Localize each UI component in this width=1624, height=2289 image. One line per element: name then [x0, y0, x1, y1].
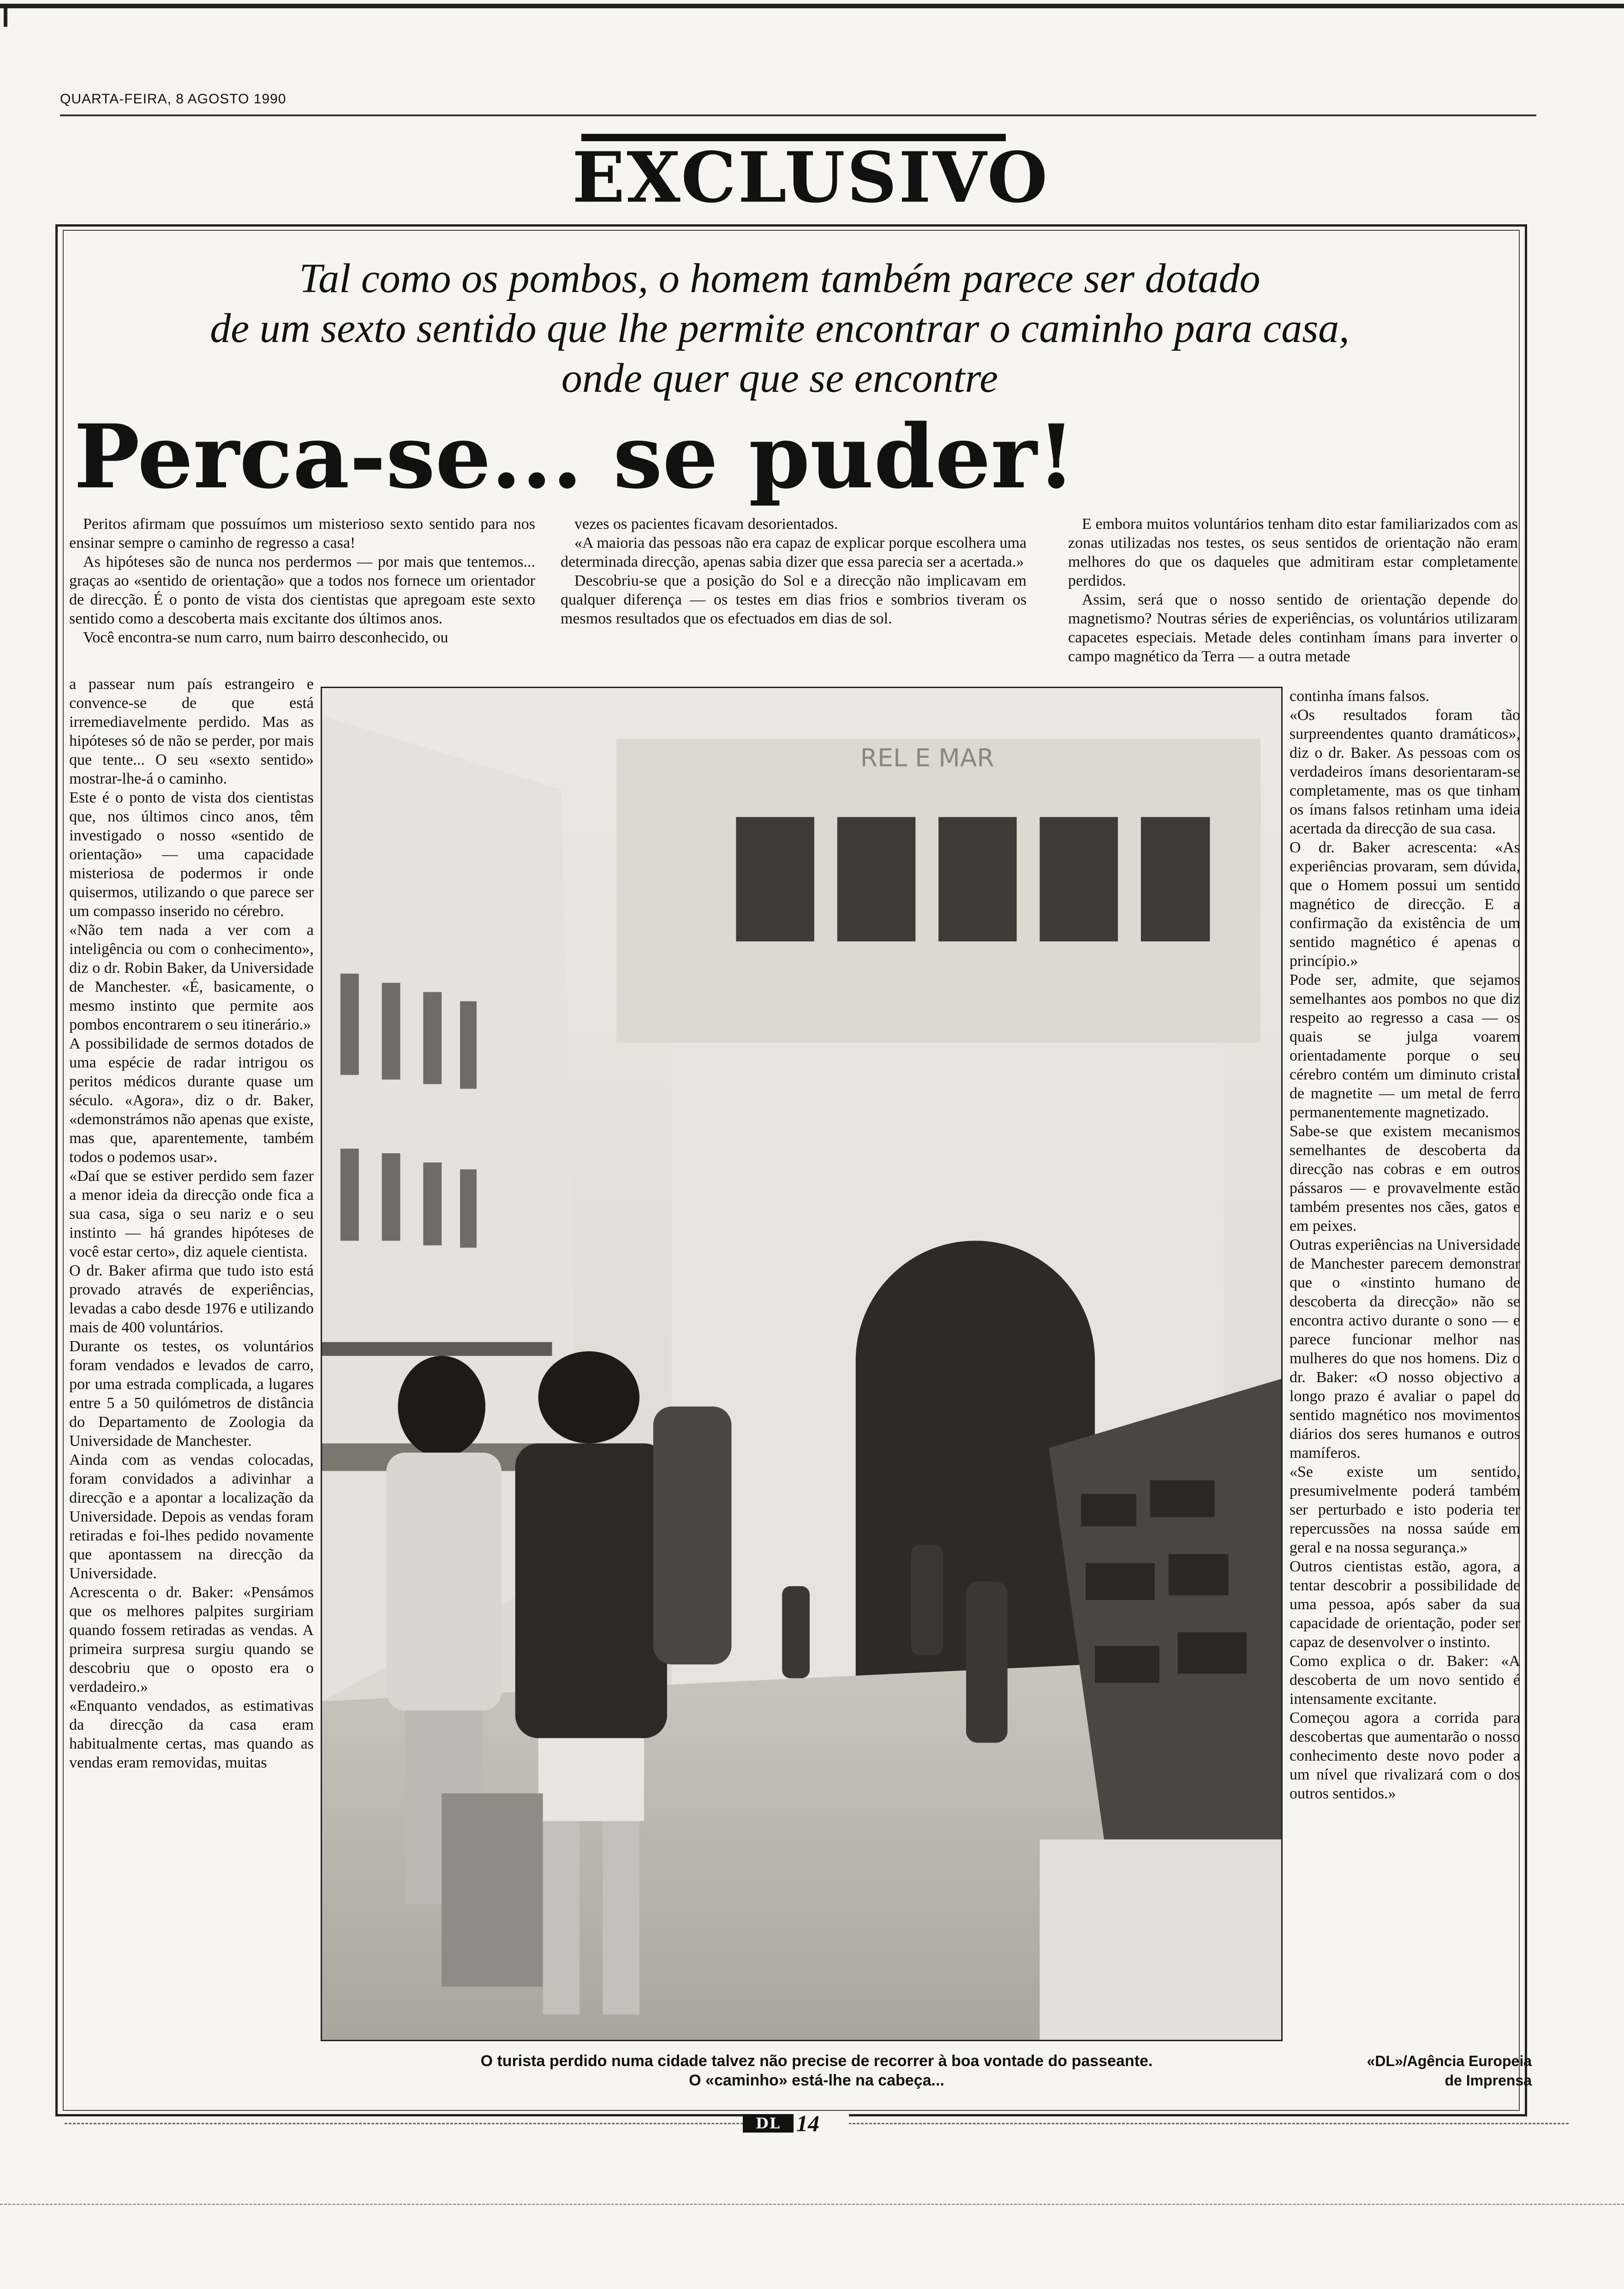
dateline: QUARTA-FEIRA, 8 AGOSTO 1990 [60, 91, 287, 107]
paragraph: Ainda com as vendas colocadas, foram convidados a adivinhar a direcção e a apontar a localização da Universidade. Depois as vendas foram retiradas e foi-lhes pedido novamente que apontassem na direcção da Universidade. [69, 1451, 314, 1582]
paragraph: O dr. Baker acrescenta: «As experiências provaram, sem dúvida, que o Homem possui um sentido magnético de direcção. E a confirmação da existência de um sentido magnético é apenas o princípio.» [1290, 839, 1520, 970]
column-a [69, 515, 535, 647]
paragraph: «Enquanto vendados, as estimativas da direcção da casa eram habitualmente certas, mas quando as vendas eram removidas, muitas [69, 1697, 314, 1771]
paragraph: «Os resultados foram tão surpreendentes quanto dramáticos», diz o dr. Baker. As pessoas com os verdadeiros ímans desorientaram-se completamente, mas os que tinham os ímans falsos retinham uma ideia acertada da direcção de sua casa. [1290, 707, 1520, 837]
street-photo-illustration [322, 688, 1281, 2040]
header-rule [60, 114, 1536, 116]
street-photo [321, 687, 1283, 2041]
paragraph: «A maioria das pessoas não era capaz de explicar porque escolhera uma determinada direcção, apenas sabia dizer que essa parecia ser a acertada.» [561, 534, 1027, 570]
top-border-rule [0, 4, 1624, 8]
top-corner-mark [4, 8, 7, 27]
paragraph: Pode ser, admite, que sejamos semelhantes aos pombos no que diz respeito ao regresso a casa — os quais se julga voarem orientadamente porque o seu cérebro contém um diminuto cristal de magnetite — um metal de ferro permanentemente magnetizado. [1290, 971, 1520, 1121]
publication-logo: DL [743, 2114, 794, 2133]
paragraph: Outros cientistas estão, agora, a tentar descobrir a possibilidade de uma pessoa, após saber da sua capacidade de orientação, poder ser capaz de desenvolver o instinto. [1290, 1558, 1520, 1651]
page-number: 14 [796, 2110, 819, 2136]
paragraph: E embora muitos voluntários tenham dito estar familiarizados com as zonas utilizadas nos testes, os seus sentidos de orientação não eram melhores do que os daqueles que admitiram estar completamente perdidos. [1068, 515, 1518, 589]
kicker-line: Tal como os pombos, o homem também parece ser dotado [299, 256, 1260, 301]
balcony-rail [322, 1342, 552, 1356]
paragraph: Acrescenta o dr. Baker: «Pensámos que os melhores palpites surgiriam quando fossem retiradas as vendas. A primeira surpresa surgiu quando se descobriu que o oposto era o verdadeiro.» [69, 1584, 314, 1696]
column-b [561, 515, 1027, 628]
paragraph: Como explica o dr. Baker: «A descoberta de um novo sentido é intensamente excitante. [1290, 1653, 1520, 1708]
paragraph: O dr. Baker afirma que tudo isto está provado através de experiências, levadas a cabo desde 1976 e utilizando mais de 400 voluntários. [69, 1262, 314, 1336]
paragraph: Outras experiências na Universidade de Manchester parecem demonstrar que o «instinto humano de descoberta da direcção» não se encontra activo durante o sono — e parece funcionar melhor nas mulheres do que nos homens. Diz o dr. Baker: «O nosso objectivo a longo prazo é avaliar o papel do sentido magnético nos movimentos diários dos seres humanos e outros mamíferos. [1290, 1236, 1520, 1462]
kicker-line: onde quer que se encontre [561, 355, 998, 401]
paragraph: vezes os pacientes ficavam desorientados. [574, 515, 838, 533]
caption-line: O turista perdido numa cidade talvez não precise de recorrer à boa vontade do passeante. [480, 2052, 1153, 2070]
column-c [1068, 515, 1518, 666]
paragraph: continha ímans falsos. [1290, 688, 1430, 705]
paragraph: «Não tem nada a ver com a inteligência ou com o conhecimento», diz o dr. Robin Baker, da Universidade de Manchester. «É, basicamente, o mesmo instinto que permite aos pombos encontrarem o seu itinerário.» [69, 922, 314, 1033]
paragraph: «Daí que se estiver perdido sem fazer a menor ideia da direcção onde fica a sua casa, siga o seu nariz e o seu instinto — há grandes hipóteses de você estar certo», diz aquele cientista. [69, 1168, 314, 1260]
photo-caption [323, 2051, 1310, 2090]
paragraph: «Se existe um sentido, presumivelmente poderá também ser perturbado e isto poderia ter repercussões na nossa saúde em geral e na nossa segurança.» [1290, 1463, 1520, 1556]
paragraph: Você encontra-se num carro, num bairro desconhecido, ou [83, 629, 448, 646]
paragraph: Peritos afirmam que possuímos um misterioso sexto sentido para nos ensinar sempre o caminho de regresso a casa! [69, 515, 535, 551]
kicker-line: de um sexto sentido que lhe permite encontrar o caminho para casa, [210, 306, 1349, 351]
column-left-narrow [69, 675, 314, 1772]
credit-line: «DL»/Agência Europeia [1367, 2053, 1532, 2069]
paragraph: A possibilidade de sermos dotados de uma espécie de radar intrigou os peritos médicos durante quase um século. «Agora», diz o dr. Baker, «demonstrámos não apenas que existe, mas que, aparentemente, também todos o podemos usar». [69, 1035, 314, 1166]
paragraph: Este é o ponto de vista dos cientistas que, nos últimos cinco anos, têm investigado o nosso «sentido de orientação» — uma capacidade misteriosa de podermos ir onde quisermos, utilizando o que parece ser um compasso inserido no cérebro. [69, 789, 314, 920]
column-right-narrow [1290, 687, 1520, 1803]
bottom-rule [0, 2204, 1624, 2205]
paragraph: Durante os testes, os voluntários foram vendados e levados de carro, por uma estrada complicada, a lugares entre 5 a 50 quilómetros de distância do Departamento de Zoologia da Universidade de Manchester. [69, 1338, 314, 1450]
paragraph: Descobriu-se que a posição do Sol e a direcção não implicavam em qualquer diferença — os testes em dias frios e sombrios tiveram os mesmos resultados que os efectuados em dias de sol. [561, 572, 1027, 627]
kicker [120, 254, 1439, 403]
caption-line: O «caminho» está-lhe na cabeça... [689, 2072, 944, 2089]
paragraph: Sabe-se que existem mecanismos semelhantes de descoberta da direcção nas cobras e em outros pássaros — e provavelmente estão também presentes nos cães, gatos e em peixes. [1290, 1123, 1520, 1234]
credit-line: de Imprensa [1445, 2072, 1532, 2089]
section-title: EXCLUSIVO [572, 137, 1050, 218]
photo-credit [1310, 2051, 1532, 2090]
paragraph: As hipóteses são de nunca nos perdermos — por mais que tentemos... graças ao «sentido de orientação» que a todos nos fornece um orientador de direcção. É o ponto de vista dos cientistas que apregoam este sexto sentido como a descoberta mais excitante dos últimos anos. [69, 553, 535, 627]
building-sign: REL E MAR [860, 743, 994, 773]
planter [1040, 1840, 1281, 2040]
paragraph: a passear num país estrangeiro e convence-se de que está irremediavelmente perdido. Mas as hipóteses só de não se perder, por mais que tente... O seu «sexto sentido» mostrar-lhe-á o caminho. [69, 676, 314, 787]
paragraph: Assim, será que o nosso sentido de orientação depende do magnetismo? Noutras séries de experiências, os voluntários utilizaram capacetes especiais. Metade deles continham ímans para inverter o campo magnético da Terra — a outra metade [1068, 591, 1518, 665]
paragraph: Começou agora a corrida para descobertas que aumentarão o nosso conhecimento deste novo poder a um nível que rivalizará com o dos outros sentidos.» [1290, 1709, 1520, 1802]
headline: Perca-se... se puder! [74, 405, 1076, 508]
page-badge [743, 2111, 849, 2135]
